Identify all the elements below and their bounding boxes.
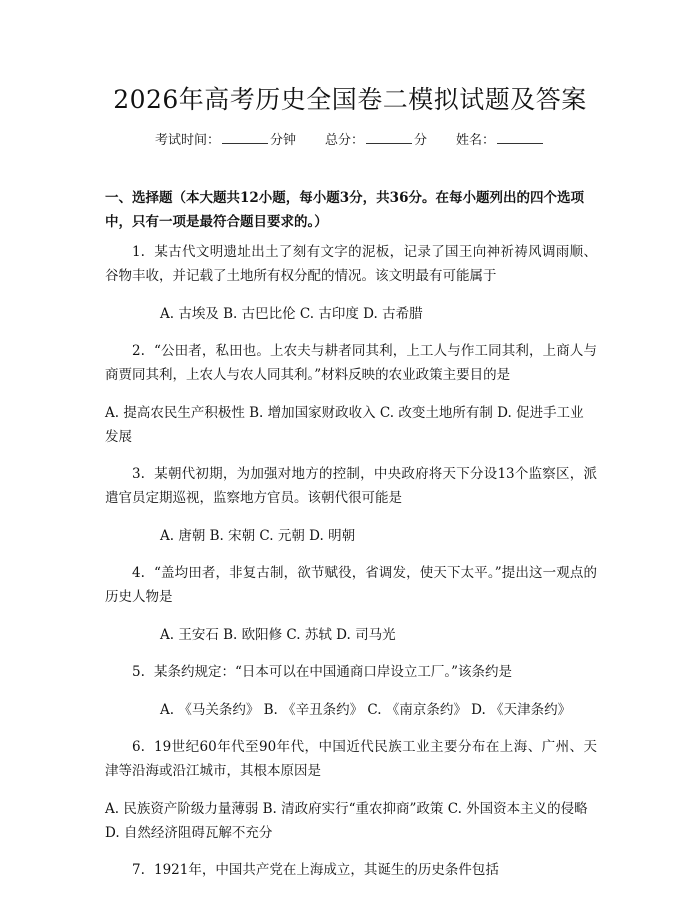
question-number: 5.: [132, 664, 145, 680]
question-number: 2.: [132, 343, 145, 359]
question-options: A. 提高农民生产积极性 B. 增加国家财政收入 C. 改变土地所有制 D. 促进手工业发展: [105, 405, 584, 445]
question-options: A. 王安石 B. 欧阳修 C. 苏轼 D. 司马光: [160, 627, 396, 643]
time-blank: [222, 131, 268, 144]
name-label: 姓名：: [455, 133, 495, 148]
question-number: 3.: [132, 466, 145, 482]
score-unit: 分: [414, 133, 428, 148]
score-label: 总分：: [324, 133, 364, 148]
question-list: [105, 240, 597, 882]
time-label: 考试时间：: [155, 133, 221, 148]
question-number: 4.: [132, 565, 145, 581]
question-stem: 5. 某条约规定：“日本可以在中国通商口岸设立工厂。”该条约是: [105, 660, 597, 684]
question-options: A. 唐朝 B. 宋朝 C. 元朝 D. 明朝: [160, 528, 356, 544]
question-number: 6.: [132, 739, 145, 755]
question-number: 1.: [132, 244, 145, 260]
page-title: 2026年高考历史全国卷二模拟试题及答案: [113, 85, 587, 114]
question-number: 7.: [132, 862, 145, 878]
question-options: A. 古埃及 B. 古巴比伦 C. 古印度 D. 古希腊: [160, 306, 423, 322]
question-stem: 6. 19世纪60年代至90年代，中国近代民族工业主要分布在上海、广州、天津等沿海或沿江城市，其根本原因是: [105, 735, 597, 783]
question-stem: 4. “盖均田者，非复古制，欲节赋役，省调发，使天下太平。”提出这一观点的历史人物是: [105, 561, 597, 609]
score-blank: [366, 131, 412, 144]
question-stem: 3. 某朝代初期，为加强对地方的控制，中央政府将天下分设13个监察区，派遣官员定期巡视，监察地方官员。该朝代很可能是: [105, 462, 597, 510]
section-heading: 一、选择题（本大题共12小题，每小题3分，共36分。在每小题列出的四个选项中，只有一项是最符合题目要求的。）: [105, 190, 584, 230]
name-blank: [497, 131, 543, 144]
question-stem: 7. 1921年，中国共产党在上海成立，其诞生的历史条件包括: [105, 858, 597, 882]
question-stem: 1. 某古代文明遗址出土了刻有文字的泥板，记录了国王向神祈祷风调雨顺、谷物丰收，并记载了土地所有权分配的情况。该文明最有可能属于: [105, 240, 597, 288]
question-options: A. 民族资产阶级力量薄弱 B. 清政府实行“重农抑商”政策 C. 外国资本主义的侵略 D. 自然经济阻碍瓦解不充分: [105, 801, 588, 841]
question-options: A. 《马关条约》 B. 《辛丑条约》 C. 《南京条约》 D. 《天津条约》: [160, 702, 572, 718]
exam-meta-line: [0, 131, 700, 151]
question-stem: 2. “公田者，私田也。上农夫与耕者同其利，上工人与作工同其利，上商人与商贾同其利，上农人与农人同其利。”材料反映的农业政策主要目的是: [105, 339, 597, 387]
time-unit: 分钟: [270, 133, 297, 148]
